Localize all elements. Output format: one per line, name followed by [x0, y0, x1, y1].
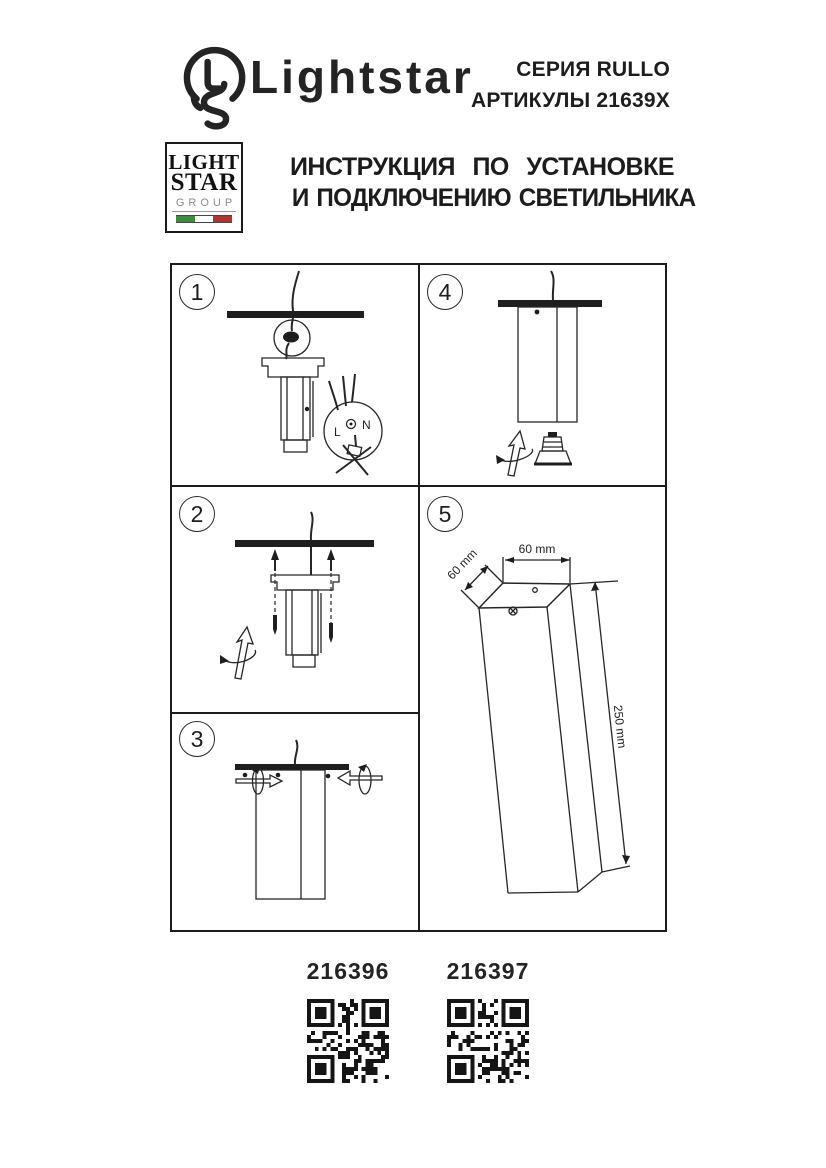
badge-light: LIGHT	[168, 150, 240, 174]
terminal-l-label: L	[334, 425, 341, 439]
product-216396	[288, 958, 408, 1088]
flag-red	[213, 216, 232, 222]
dimension-top-width-label: 60 mm	[518, 542, 556, 556]
series-block	[400, 58, 670, 113]
badge-star: STAR	[170, 169, 238, 196]
dimension-height-label: 250 mm	[610, 704, 630, 749]
step-1-badge: 1	[179, 274, 215, 310]
article-number: 216397	[446, 958, 530, 984]
badge-group: GROUP	[172, 196, 236, 212]
product-216397	[428, 958, 548, 1088]
step-4-badge: 4	[427, 274, 463, 310]
italian-flag-stripe	[176, 215, 232, 223]
step-3-badge: 3	[179, 721, 215, 757]
step-1-panel	[172, 265, 418, 485]
title-line-2: И ПОДКЛЮЧЕНИЮ СВЕТИЛЬНИКА	[291, 184, 696, 212]
document-title	[286, 152, 696, 214]
step-4-panel	[420, 265, 665, 485]
dimension-side-width-label: 60 mm	[444, 546, 480, 583]
articles-line: АРТИКУЛЫ 21639X	[471, 89, 670, 112]
qr-code	[307, 999, 389, 1083]
series-name: СЕРИЯ RULLO	[516, 58, 670, 81]
step-2-panel	[172, 487, 418, 712]
flag-green	[176, 216, 195, 222]
step-5-dimensions-drawing	[420, 487, 665, 930]
qr-code	[447, 999, 529, 1083]
terminal-n-label: N	[362, 418, 371, 432]
step-2-badge: 2	[179, 496, 215, 532]
article-number: 216396	[306, 958, 390, 984]
lightstar-group-badge	[165, 142, 243, 233]
brand-wordmark: Lightstar	[250, 51, 474, 103]
instruction-diagram-grid	[170, 263, 667, 932]
step-5-panel	[420, 487, 665, 930]
flag-white	[195, 216, 214, 222]
step-5-badge: 5	[427, 496, 463, 532]
title-line-1: ИНСТРУКЦИЯ ПО УСТАНОВКЕ	[289, 153, 675, 181]
step-3-panel	[172, 714, 418, 930]
